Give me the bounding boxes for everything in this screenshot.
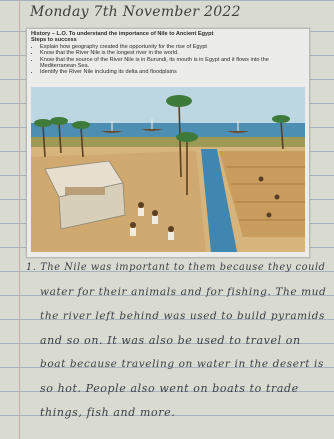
margin-line (19, 0, 20, 439)
handwriting-line: so hot. People also went on boats to trade (40, 382, 299, 395)
handwriting-line (26, 262, 326, 273)
lo-heading: History – L.O. To understand the importance of Nile to Ancient Egypt (31, 31, 214, 37)
handwriting-line: and so on. It was also be used to travel on (40, 334, 301, 347)
step-item: • Know that the source of the River Nile is in Burundi, its mouth is in Egypt and it flows into the Mediterranean Sea. (40, 57, 305, 70)
handwriting-line: boat because traveling on water in the desert is (40, 358, 324, 370)
step-item: • Identify the River Nile including its delta and floodplains (40, 69, 305, 75)
handwriting-line: water for their animals and for fishing. The mud (40, 286, 327, 298)
handwriting-text: The Nile was important to them because they could (40, 262, 326, 273)
learning-objective (31, 31, 305, 76)
question-number: 1. (26, 262, 37, 273)
step-item: • Explain how geography created the opportunity for the rise of Egypt (40, 44, 305, 50)
steps-list (31, 44, 305, 76)
steps-label: Steps to success (31, 37, 77, 44)
date-title: Monday 7th November 2022 (30, 4, 241, 20)
nile-illustration (31, 87, 305, 252)
handwriting-line: things, fish and more. (40, 406, 176, 419)
step-item: • Know that the River Nile is the longest river in the world. (40, 50, 305, 56)
worksheet (26, 28, 310, 258)
handwriting-line: the river left behind was used to build pyramids (40, 310, 325, 322)
